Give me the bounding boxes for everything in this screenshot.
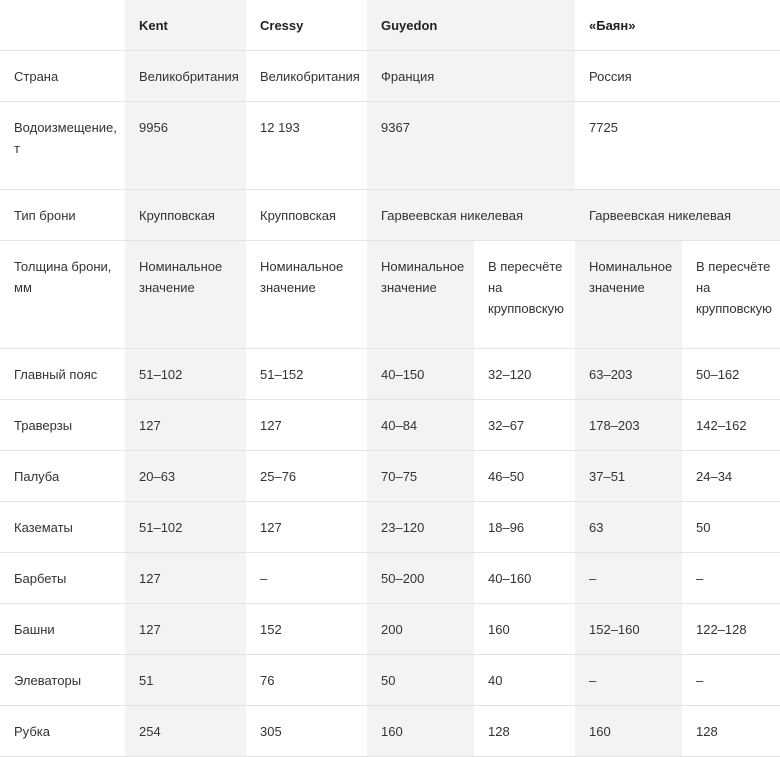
cell: 160	[367, 706, 474, 757]
row-label: Страна	[0, 51, 125, 102]
cell: 50–162	[682, 349, 780, 400]
cell: 51–102	[125, 502, 246, 553]
cell: 63–203	[575, 349, 682, 400]
cell: 76	[246, 655, 367, 706]
cell: 23–120	[367, 502, 474, 553]
cell: 51–102	[125, 349, 246, 400]
cell: 70–75	[367, 451, 474, 502]
cell: 178–203	[575, 400, 682, 451]
thickness-row	[0, 241, 780, 349]
cell: Крупповская	[246, 190, 367, 241]
nominal-value-label: Номинальное значение	[575, 241, 682, 349]
cell: 63	[575, 502, 682, 553]
cell: 254	[125, 706, 246, 757]
cell: 40–84	[367, 400, 474, 451]
country-row	[0, 51, 780, 102]
row-label: Барбеты	[0, 553, 125, 604]
cell: 127	[246, 400, 367, 451]
ship-header-bayan: «Баян»	[575, 0, 780, 51]
table-row	[0, 655, 780, 706]
nominal-value-label: Номинальное значение	[246, 241, 367, 349]
row-label: Водоизмещение, т	[0, 102, 125, 190]
row-label: Рубка	[0, 706, 125, 757]
armor-type-row	[0, 190, 780, 241]
cell: 32–67	[474, 400, 575, 451]
row-label: Тип брони	[0, 190, 125, 241]
cell: Гарвеевская никелевая	[367, 190, 575, 241]
table-row	[0, 553, 780, 604]
cell: Крупповская	[125, 190, 246, 241]
cell: 127	[125, 400, 246, 451]
cell: 305	[246, 706, 367, 757]
header-row	[0, 0, 780, 51]
cell: 50–200	[367, 553, 474, 604]
nominal-value-label: Номинальное значение	[367, 241, 474, 349]
cell: 122–128	[682, 604, 780, 655]
table-row	[0, 502, 780, 553]
corner-cell	[0, 0, 125, 51]
cell: 160	[474, 604, 575, 655]
row-label: Траверзы	[0, 400, 125, 451]
cell: –	[682, 655, 780, 706]
table-row	[0, 349, 780, 400]
cell: 51–152	[246, 349, 367, 400]
cell: 127	[125, 553, 246, 604]
displacement-row	[0, 102, 780, 190]
row-label: Казематы	[0, 502, 125, 553]
cell: Великобритания	[246, 51, 367, 102]
cell: 128	[682, 706, 780, 757]
cell: 160	[575, 706, 682, 757]
cell: 127	[246, 502, 367, 553]
row-label: Палуба	[0, 451, 125, 502]
row-label: Толщина брони, мм	[0, 241, 125, 349]
ship-header-kent: Kent	[125, 0, 246, 51]
ship-header-guyedon: Guyedon	[367, 0, 575, 51]
cell: 40–160	[474, 553, 575, 604]
ship-header-cressy: Cressy	[246, 0, 367, 51]
cell: 40–150	[367, 349, 474, 400]
cell: Великобритания	[125, 51, 246, 102]
cell: Россия	[575, 51, 780, 102]
row-label: Элеваторы	[0, 655, 125, 706]
table-row	[0, 451, 780, 502]
cell: –	[575, 553, 682, 604]
table-row	[0, 400, 780, 451]
cell: –	[246, 553, 367, 604]
cell: 46–50	[474, 451, 575, 502]
nominal-value-label: Номинальное значение	[125, 241, 246, 349]
cell: 50	[367, 655, 474, 706]
cell: 127	[125, 604, 246, 655]
cell: 152	[246, 604, 367, 655]
cell: 37–51	[575, 451, 682, 502]
cell: 24–34	[682, 451, 780, 502]
krupp-equivalent-label: В пересчёте на крупповскую	[474, 241, 575, 349]
cell: 142–162	[682, 400, 780, 451]
row-label: Башни	[0, 604, 125, 655]
cell: 18–96	[474, 502, 575, 553]
cell: 50	[682, 502, 780, 553]
cell: 32–120	[474, 349, 575, 400]
cell: 7725	[575, 102, 780, 190]
cell: Франция	[367, 51, 575, 102]
krupp-equivalent-label: В пересчёте на крупповскую	[682, 241, 780, 349]
cell: 9956	[125, 102, 246, 190]
cell: 12 193	[246, 102, 367, 190]
table-row	[0, 604, 780, 655]
cell: –	[575, 655, 682, 706]
armor-rows	[0, 349, 780, 757]
cell: 200	[367, 604, 474, 655]
cell: Гарвеевская никелевая	[575, 190, 780, 241]
cell: –	[682, 553, 780, 604]
cell: 9367	[367, 102, 575, 190]
table-row	[0, 706, 780, 757]
cell: 51	[125, 655, 246, 706]
cell: 25–76	[246, 451, 367, 502]
cell: 20–63	[125, 451, 246, 502]
row-label: Главный пояс	[0, 349, 125, 400]
cell: 40	[474, 655, 575, 706]
cell: 152–160	[575, 604, 682, 655]
cell: 128	[474, 706, 575, 757]
